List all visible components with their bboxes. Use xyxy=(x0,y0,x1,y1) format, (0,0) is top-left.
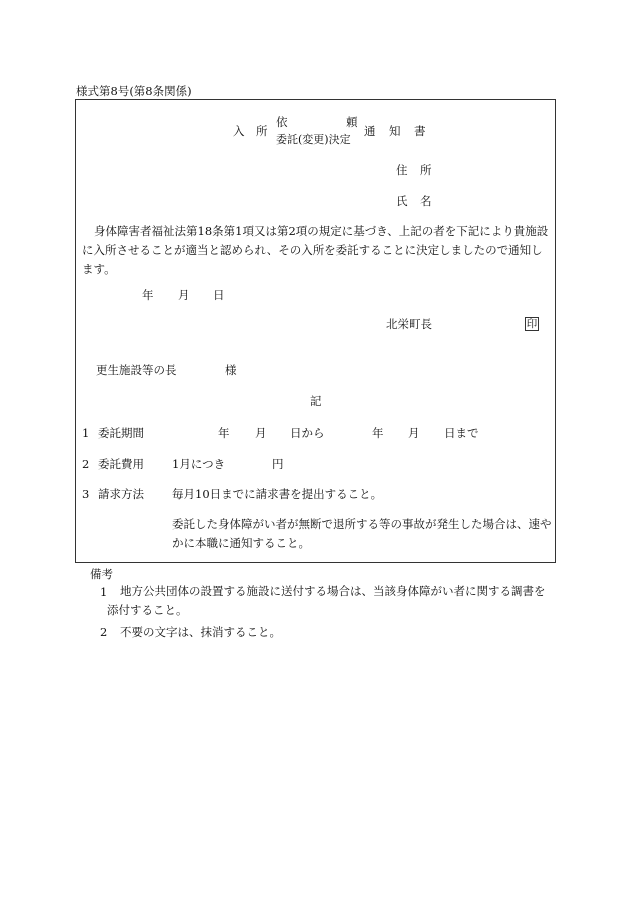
addressee-label: 更生施設等の長 xyxy=(96,363,177,377)
remark-number: 2 xyxy=(100,625,108,639)
date-month: 月 xyxy=(178,288,190,302)
item-label-billing: 請求方法 xyxy=(98,487,144,501)
date-year: 年 xyxy=(142,288,154,302)
title-prefix-2: 所 xyxy=(256,124,268,138)
cost-per-month: 1月につき xyxy=(172,457,226,471)
item-number: 3 xyxy=(82,487,90,501)
title-option-top-right: 頼 xyxy=(346,115,358,129)
addressee-honorific: 様 xyxy=(225,363,237,377)
cost-yen: 円 xyxy=(272,457,284,471)
billing-note: 委託した身体障がい者が無断で退所する等の事故が発生した場合は、速やかに本職に通知すること。 xyxy=(172,517,552,550)
form-number: 様式第8号(第8条関係) xyxy=(76,84,192,98)
seal-mark: 印 xyxy=(526,318,538,330)
title-prefix-1: 入 xyxy=(233,124,245,138)
recipient-name-label-2: 名 xyxy=(420,194,432,208)
period-to-year: 年 xyxy=(372,426,384,440)
period-from-year: 年 xyxy=(218,426,230,440)
date-day: 日 xyxy=(213,288,225,302)
issuer-name: 北栄町長 xyxy=(386,317,432,331)
remark-number: 1 xyxy=(100,585,108,599)
title-suffix-3: 書 xyxy=(414,124,426,138)
item-number: 2 xyxy=(82,457,90,471)
item-label-cost: 委託費用 xyxy=(98,457,144,471)
period-to-month: 月 xyxy=(408,426,420,440)
item-number: 1 xyxy=(82,426,90,440)
title-option-top-left: 依 xyxy=(276,115,288,129)
period-from-day: 日から xyxy=(290,426,325,440)
period-to-day: 日まで xyxy=(444,426,479,440)
billing-text: 毎月10日までに請求書を提出すること。 xyxy=(172,487,383,501)
period-from-month: 月 xyxy=(255,426,267,440)
title-option-bottom: 委託(変更)決定 xyxy=(276,133,351,146)
remark-text: 不要の文字は、抹消すること。 xyxy=(120,625,281,639)
remarks-heading: 備考 xyxy=(90,567,113,581)
remark-text: 地方公共団体の設置する施設に送付する場合は、当該身体障がい者に関する調書を添付すること。 xyxy=(107,584,546,617)
ki-heading: 記 xyxy=(310,394,322,408)
title-suffix-1: 通 xyxy=(364,124,376,138)
recipient-address-label-2: 所 xyxy=(420,163,432,177)
recipient-name-label-1: 氏 xyxy=(396,194,408,208)
item-label-period: 委託期間 xyxy=(98,426,144,440)
body-paragraph: 身体障害者福祉法第18条第1項又は第2項の規定に基づき、上記の者を下記により貴施設に入所させることが適当と認められ、その入所を委託することに決定しましたので通知します。 xyxy=(82,224,549,276)
title-suffix-2: 知 xyxy=(389,124,401,138)
recipient-address-label-1: 住 xyxy=(396,163,408,177)
